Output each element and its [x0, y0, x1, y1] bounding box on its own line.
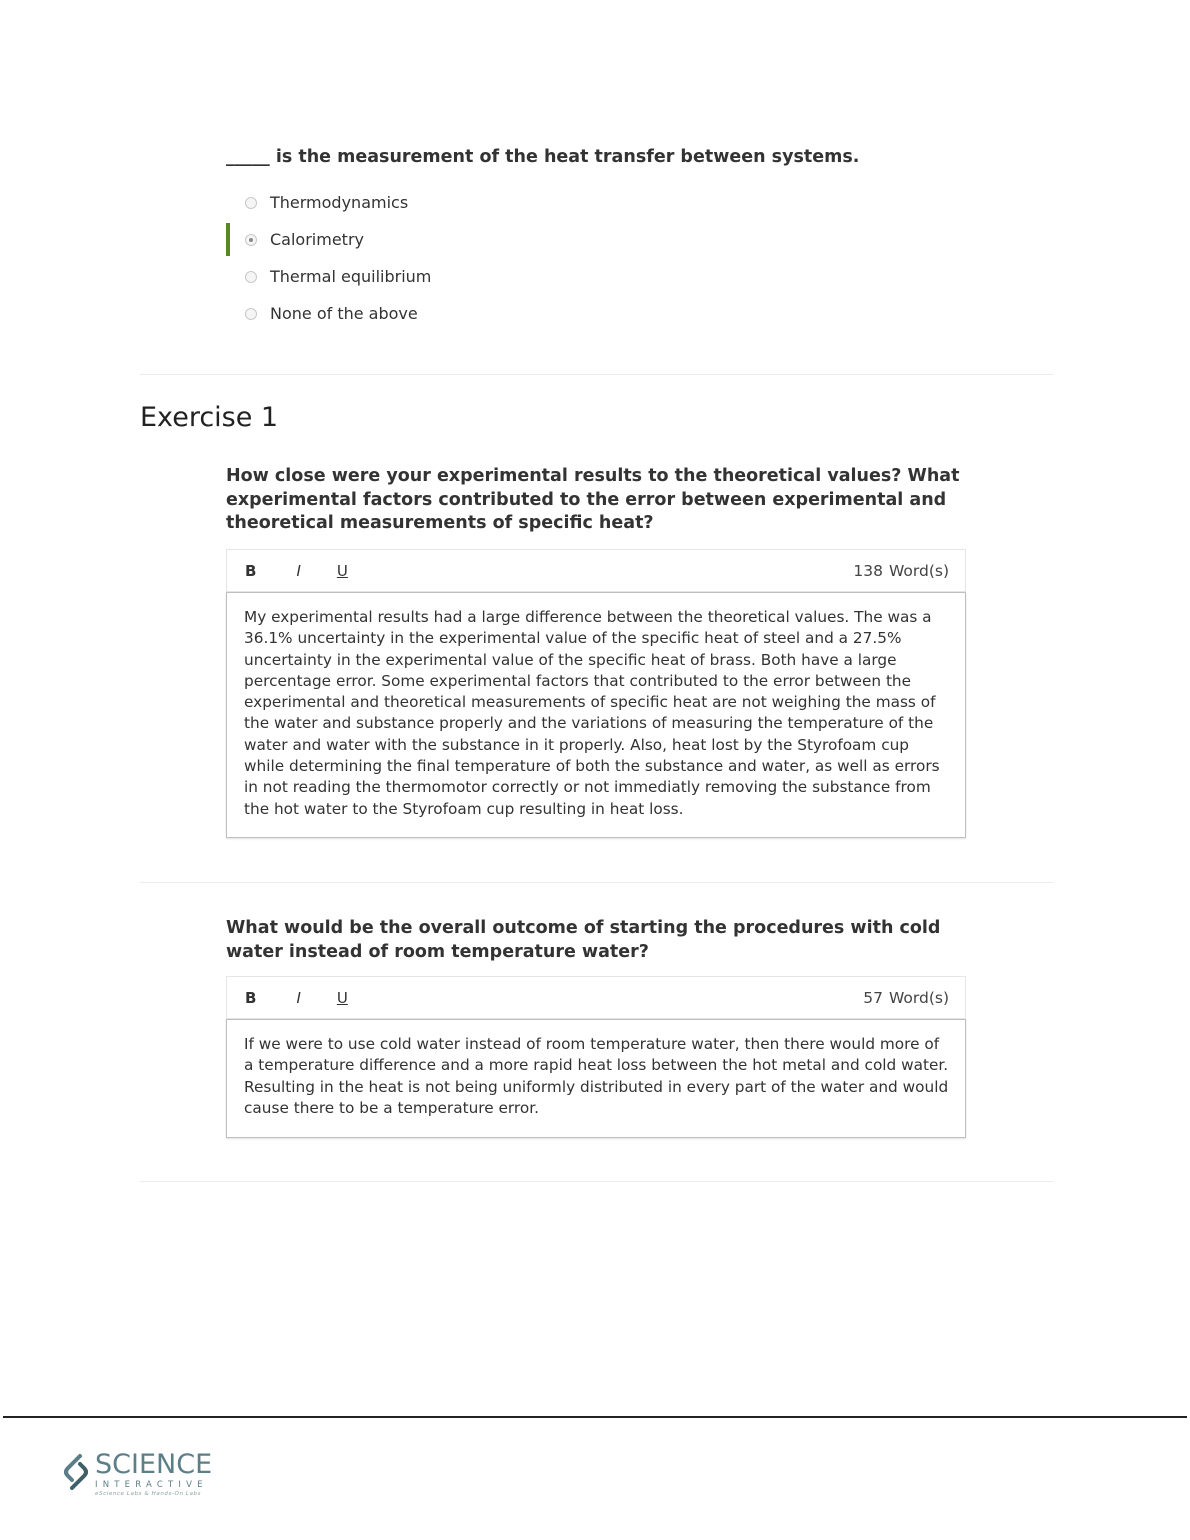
exercise-question-1-prompt: How close were your experimental results to the theoretical values? What experimental factors contributed to the error between experimental and theoretical measurements of specific heat? [226, 466, 960, 533]
italic-button[interactable]: I [296, 988, 301, 1007]
word-count [863, 989, 949, 1007]
logo-name: SCIENCE [95, 1449, 213, 1480]
section-divider [140, 1181, 1053, 1182]
radio-button[interactable] [245, 308, 257, 320]
option-none-of-the-above[interactable] [226, 295, 826, 332]
option-label: Calorimetry [270, 230, 364, 249]
section-divider [140, 374, 1053, 375]
underline-button[interactable]: U [336, 561, 348, 580]
editor-toolbar [226, 549, 966, 592]
science-interactive-logo [60, 1449, 213, 1498]
footer-rule [3, 1416, 1187, 1418]
bold-button[interactable]: B [245, 988, 257, 1007]
option-calorimetry[interactable] [226, 221, 826, 258]
answer-editor-1 [226, 549, 966, 838]
editor-toolbar [226, 976, 966, 1019]
word-count-label: Word(s) [888, 988, 949, 1007]
option-thermodynamics[interactable] [226, 184, 826, 221]
bold-button[interactable]: B [245, 561, 257, 580]
logo-tagline: eScience Labs & Hands-On Labs [95, 1491, 202, 1497]
word-count-value: 138 [853, 561, 883, 580]
exercise-title: Exercise 1 [140, 402, 279, 433]
option-label: None of the above [270, 304, 418, 323]
option-label: Thermal equilibrium [270, 267, 432, 286]
science-interactive-logo-icon [60, 1452, 92, 1492]
logo-subtitle: INTERACTIVE [95, 1480, 208, 1490]
option-thermal-equilibrium[interactable] [226, 258, 826, 295]
radio-button-selected[interactable] [245, 234, 257, 246]
answer-editor-2 [226, 976, 966, 1138]
word-count-label: Word(s) [888, 561, 949, 580]
logo-wordmark [95, 1449, 213, 1498]
word-count [853, 562, 949, 580]
radio-button[interactable] [245, 271, 257, 283]
italic-button[interactable]: I [296, 561, 301, 580]
question-title: _____ is the measurement of the heat transfer between systems. [226, 147, 860, 167]
radio-button[interactable] [245, 197, 257, 209]
answer-textarea-2[interactable]: If we were to use cold water instead of room temperature water, then there would more of a temperature difference and a more rapid heat loss between the hot metal and cold water. Resulting in the heat is not being uniformly distributed in every part of the water and would cause there to be a temperature error. [226, 1019, 966, 1138]
word-count-value: 57 [863, 988, 883, 1007]
exercise-question-2-prompt: What would be the overall outcome of starting the procedures with cold water instead of room temperature water? [226, 918, 941, 962]
underline-button[interactable]: U [336, 988, 348, 1007]
answer-textarea-1[interactable]: My experimental results had a large difference between the theoretical values. The was a 36.1% uncertainty in the experimental value of the specific heat of steel and a 27.5% uncertainty in the experimental value of the specific heat of brass. Both have a large percentage error. Some experimental factors that contributed to the error between the experimental and theoretical measurements of specific heat are not weighing the mass of the water and substance properly and the variations of measuring the temperature of the water and water with the substance in it properly. Also, heat lost by the Styrofoam cup while determining the final temperature of both the substance and water, as well as errors in not reading the thermomotor correctly or not immediatly removing the substance from the hot water to the Styrofoam cup resulting in heat loss. [226, 592, 966, 838]
option-label: Thermodynamics [270, 193, 409, 212]
section-divider [140, 882, 1053, 883]
answer-options [226, 184, 826, 332]
